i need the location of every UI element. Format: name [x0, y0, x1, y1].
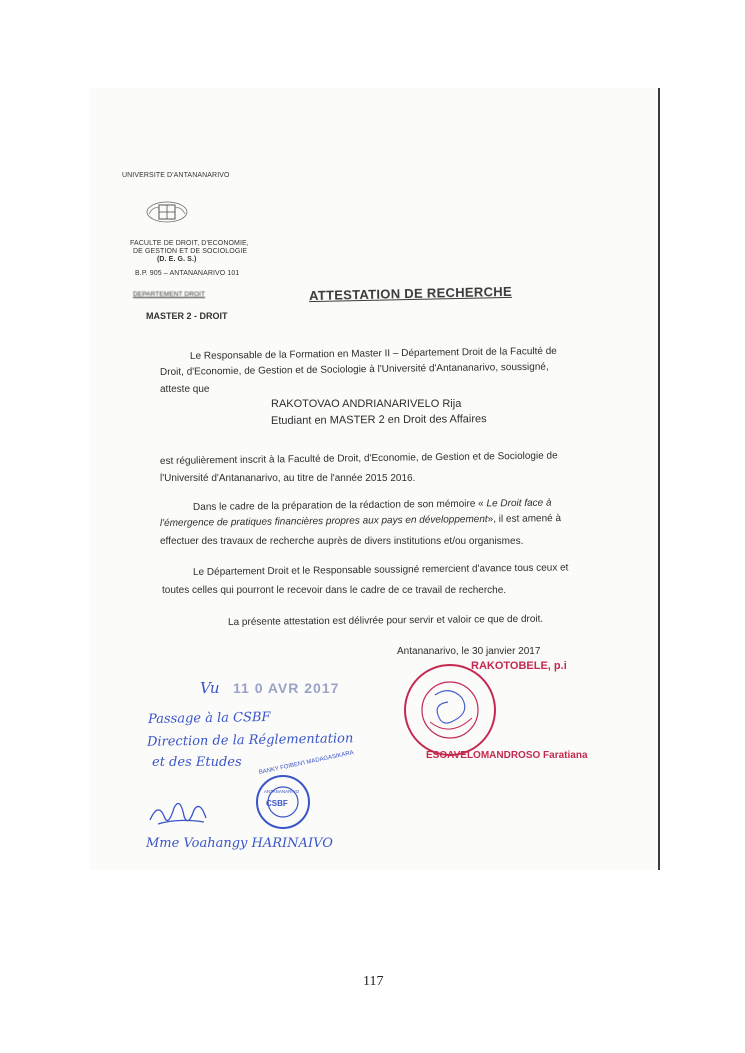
student-name: RAKOTOVAO ANDRIANARIVELO Rija [271, 398, 462, 410]
signatory-name: ESOAVELOMANDROSO Faratiana [426, 750, 588, 761]
faculty-logo-icon [145, 198, 189, 226]
paragraph-1-line-3: atteste que [160, 384, 210, 395]
vu-annotation: Vu [200, 679, 220, 697]
thesis-title-part-2: l'émergence de pratiques financières propres aux pays en développement [159, 513, 488, 529]
paragraph-3-line-3: effectuer des travaux de recherche auprès de divers institutions et/ou organismes. [160, 536, 524, 547]
paragraph-1-line-1: Le Responsable de la Formation en Master II – Département Droit de la Faculté de [189, 345, 557, 362]
handwritten-signature-icon [148, 798, 210, 832]
thesis-title-part-1: Le Droit face à [486, 497, 552, 510]
vu-date-stamp: 11 0 AVR 2017 [233, 680, 340, 696]
place-and-date: Antananarivo, le 30 janvier 2017 [397, 646, 541, 657]
faculty-abbreviation: (D. E. G. S.) [157, 256, 197, 263]
department-label: DEPARTEMENT DROIT [133, 291, 206, 298]
paragraph-2-line-1: est régulièrement inscrit à la Faculté de Droit, d'Economie, de Gestion et de Sociologie de [159, 450, 558, 467]
faculty-line-1: FACULTE DE DROIT, D'ECONOMIE, [130, 240, 249, 247]
handnote-line-1: Passage à la CSBF [147, 709, 271, 728]
paragraph-3-text-a: Dans le cadre de la préparation de la rédaction de son mémoire « [192, 498, 484, 513]
faculty-stamp-icon [400, 660, 500, 760]
document-title: ATTESTATION DE RECHERCHE [308, 283, 513, 304]
csbf-stamp-outer: BANKY FOIBEN'I MADAGASIKARA [258, 750, 355, 776]
university-name: UNIVERSITE D'ANTANANARIVO [122, 172, 230, 179]
paragraph-4-line-1: Le Département Droit et le Responsable soussigné remercient d'avance tous ceux et [192, 562, 569, 578]
handnote-line-2: Direction de la Réglementation [146, 731, 354, 750]
program-label: MASTER 2 - DROIT [146, 311, 228, 321]
csbf-stamp-mid: ANTANANARIVO [264, 789, 300, 794]
paragraph-1-line-2: Droit, d'Economie, de Gestion et de Sociologie à l'Université d'Antananarivo, soussigné, [159, 361, 549, 378]
handnote-signature-name: Mme Voahangy HARINAIVO [146, 836, 333, 851]
page-number: 117 [363, 974, 384, 989]
faculty-address: B.P. 905 – ANTANANARIVO 101 [135, 270, 240, 277]
paragraph-3-text-b: », il est amené à [487, 513, 562, 525]
handnote-line-3: et des Etudes [152, 755, 242, 770]
paragraph-4-line-2: toutes celles qui pourront le recevoir dans le cadre de ce travail de recherche. [162, 585, 507, 596]
faculty-line-2: DE GESTION ET DE SOCIOLOGIE [133, 248, 248, 255]
csbf-stamp-center: CSBF [266, 799, 288, 808]
paragraph-5: La présente attestation est délivrée pour servir et valoir ce que de droit. [227, 613, 544, 628]
paragraph-2-line-2: l'Université d'Antananarivo, au titre de l'année 2015 2016. [160, 473, 416, 484]
student-status: Etudiant en MASTER 2 en Droit des Affaires [270, 413, 487, 427]
handwritten-signatory: RAKOTOBELE, p.i [471, 660, 567, 672]
